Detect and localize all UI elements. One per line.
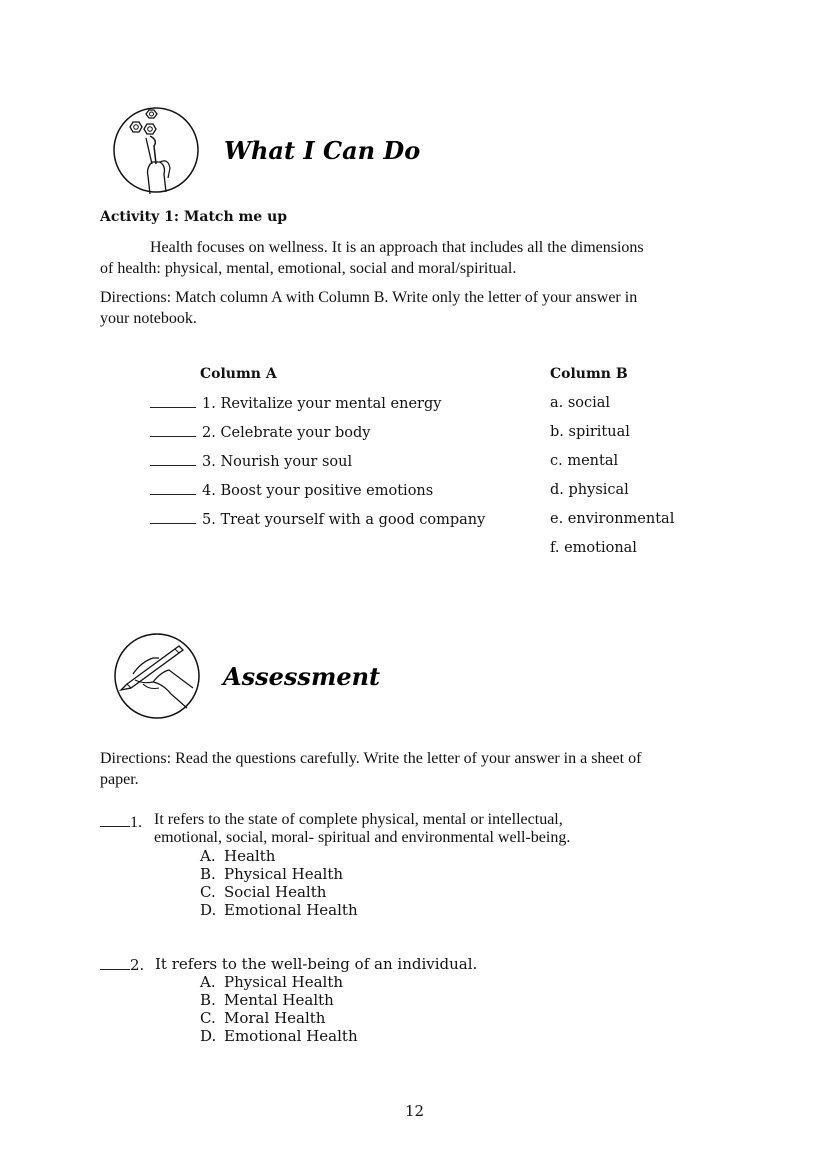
- page-number: 12: [405, 1102, 425, 1120]
- section-title-assessment: Assessment: [223, 662, 381, 691]
- question-number: 1.: [130, 814, 142, 831]
- choice[interactable]: [200, 901, 358, 919]
- choice-text: Social Health: [224, 883, 327, 901]
- answer-blank[interactable]: [100, 816, 130, 827]
- column-b-header: Column B: [550, 366, 628, 382]
- question-2: [100, 955, 144, 974]
- choice[interactable]: [200, 1027, 358, 1045]
- directions-line-2: your notebook.: [100, 310, 197, 327]
- column-b-item: e. environmental: [550, 511, 675, 527]
- column-b-item: b. spiritual: [550, 424, 630, 440]
- choice-letter: A.: [200, 973, 216, 991]
- question-2-line-1: It refers to the well-being of an individual.: [155, 955, 478, 973]
- choice-text: Health: [224, 847, 276, 865]
- column-a-item: [150, 453, 352, 470]
- column-a-item: [150, 395, 441, 412]
- column-b-item: c. mental: [550, 453, 619, 469]
- activity-title: Activity 1: Match me up: [100, 209, 288, 225]
- question-1-line-2: emotional, social, moral- spiritual and environmental well-being.: [154, 829, 571, 846]
- column-a-item-text: 3. Nourish your soul: [202, 454, 353, 470]
- choice-letter: C.: [200, 1009, 216, 1027]
- answer-blank[interactable]: [150, 453, 196, 466]
- column-a-item-text: 2. Celebrate your body: [202, 425, 371, 441]
- answer-blank[interactable]: [150, 511, 196, 524]
- answer-blank[interactable]: [150, 395, 196, 408]
- column-b-item: d. physical: [550, 482, 629, 498]
- question-1: [100, 812, 142, 832]
- answer-blank[interactable]: [150, 424, 196, 437]
- column-b-item: a. social: [550, 395, 611, 411]
- choice-letter: C.: [200, 883, 216, 901]
- choice-text: Physical Health: [224, 865, 344, 883]
- choice[interactable]: [200, 973, 343, 991]
- choice[interactable]: [200, 847, 275, 865]
- section-title-what-i-can-do: What I Can Do: [224, 136, 421, 165]
- choice-text: Mental Health: [224, 991, 334, 1009]
- choice-letter: B.: [200, 865, 216, 883]
- column-a-header: Column A: [200, 366, 277, 382]
- choice[interactable]: [200, 991, 334, 1009]
- column-a-item-text: 4. Boost your positive emotions: [202, 483, 434, 499]
- choice-letter: D.: [200, 901, 217, 919]
- choice-text: Physical Health: [224, 973, 344, 991]
- choice-text: Emotional Health: [224, 1027, 358, 1045]
- column-a-item-text: 5. Treat yourself with a good company: [202, 512, 486, 528]
- hand-pencil-icon: [113, 632, 201, 720]
- intro-line-1: Health focuses on wellness. It is an approach that includes all the dimensions: [150, 239, 644, 256]
- column-b-item: f. emotional: [550, 540, 637, 556]
- column-a-item: [150, 511, 485, 528]
- question-1-line-1: It refers to the state of complete physical, mental or intellectual,: [154, 811, 563, 828]
- assessment-directions-line-1: Directions: Read the questions carefully. Write the letter of your answer in a sheet of: [100, 750, 642, 767]
- choice-letter: D.: [200, 1027, 217, 1045]
- question-number: 2.: [130, 956, 145, 974]
- column-a-item: [150, 424, 371, 441]
- choice[interactable]: [200, 883, 326, 901]
- choice-letter: B.: [200, 991, 216, 1009]
- hand-wrench-nuts-icon: [112, 106, 200, 194]
- choice[interactable]: [200, 1009, 325, 1027]
- choice-text: Moral Health: [224, 1009, 326, 1027]
- column-a-item-text: 1. Revitalize your mental energy: [202, 396, 442, 412]
- assessment-directions-line-2: paper.: [100, 771, 139, 788]
- choice[interactable]: [200, 865, 343, 883]
- intro-line-2: of health: physical, mental, emotional, social and moral/spiritual.: [100, 260, 517, 277]
- answer-blank[interactable]: [100, 959, 130, 970]
- answer-blank[interactable]: [150, 482, 196, 495]
- directions-line-1: Directions: Match column A with Column B. Write only the letter of your answer in: [100, 289, 638, 306]
- choice-text: Emotional Health: [224, 901, 358, 919]
- choice-letter: A.: [200, 847, 216, 865]
- column-a-item: [150, 482, 433, 499]
